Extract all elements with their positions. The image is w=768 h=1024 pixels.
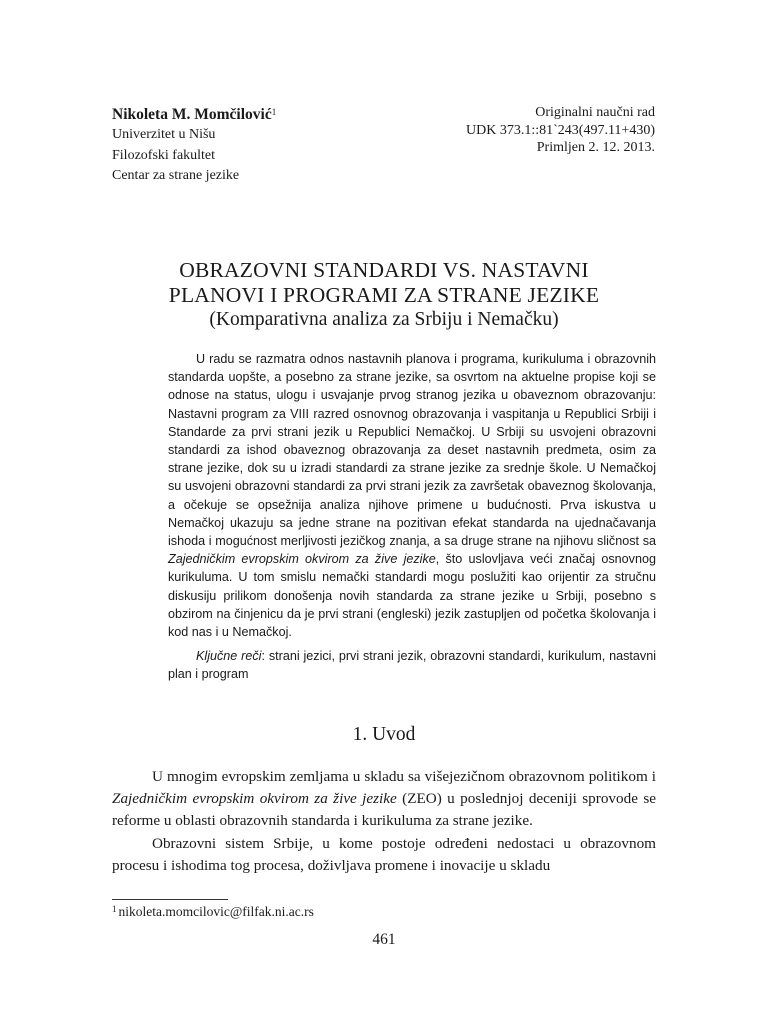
body-text — [112, 766, 656, 877]
footnote-mark: 1 — [112, 904, 117, 914]
footnote — [112, 903, 314, 920]
udk-code: UDK 373.1::81`243(497.11+430) — [466, 122, 655, 138]
abstract — [168, 350, 656, 684]
paragraph-2: Obrazovni sistem Srbije, u kome postoje određeni nedostaci u obrazovnom procesu i ishodima tog procesa, doživljava promene i inovacije u skladu — [112, 834, 656, 874]
footnote-divider — [112, 899, 228, 900]
abstract-italic-reference: Zajedničkim evropskim okvirom za žive jezike — [168, 552, 436, 567]
paragraph-1: U mnogim evropskim zemljama u skladu sa višejezičnom obrazovnom politikom i Zajedničkim evropskim okvirom za žive jezike (ZEO) u poslednjoj deceniji sprovode se reforme u oblasti obrazovnih standarda i kurikuluma za strane jezike. — [112, 768, 656, 830]
title-line-2: PLANOVI I PROGRAMI ZA STRANE JEZIKE — [168, 283, 600, 307]
keywords-list: : strani jezici, prvi strani jezik, obrazovni standardi, kurikulum, nastavni plan i program — [168, 649, 656, 682]
article-meta — [395, 104, 655, 157]
article-type: Originalni naučni rad — [535, 105, 655, 120]
article-title — [112, 258, 656, 332]
page-number: 461 — [372, 931, 396, 948]
affiliation-university: Univerzitet u Nišu — [112, 127, 216, 142]
received-date: Primljen 2. 12. 2013. — [536, 140, 655, 155]
author-block — [112, 104, 412, 187]
affiliation-faculty: Filozofski fakultet — [112, 147, 216, 163]
abstract-text: U radu se razmatra odnos nastavnih planova i programa, kurikuluma i obrazovnih standarda uopšte, a posebno za strane jezike, sa osvrtom na aktuelne propise koji se odnose na status, ulogu i usvajanje prvog stranog jezika u obaveznom obrazovanju: Nastavni program za VIII razred osnovnog obrazovanja i vaspitanja u Republici Srbiji i Standarde za prvi strani jezik u Republici Nemačkoj. U Srbiji su usvojeni obrazovni standardi za ishod obaveznog obrazovanja za deset nastavnih predmeta, osim za strane jezike, dok su u izradi standardi za strane jezike za srednje škole. U Nemačkoj su usvojeni obrazovni standardi za prvi strani jezik za završetak obaveznog školovanja, a očekuje se opsežnija analiza njihove primene u budućnosti. Prva iskustva u Nemačkoj ukazuju sa jedne strane na pozitivan efekat standarda na ujednačavanja ishoda i mogućnost merljivosti jezičkog znanja, a sa druge strane na njihovu sličnost sa Zajedničkim evropskim okvirom za žive jezike, što uslovljava veći značaj osnovnog kurikuluma. U tom smislu nemački standardi mogu poslužiti kao orijentir za stručnu diskusiju prilikom donošenja novih standarda za strane jezike u Srbiji, posebno s obzirom na činjenicu da je prvi strani (engleski) jezik zastupljen od početka školovanja i kod nas i u Nemačkoj. — [168, 352, 656, 640]
keywords — [168, 647, 656, 683]
paragraph-italic-reference: Zajedničkim evropskim okvirom za žive jezike — [112, 790, 397, 808]
keywords-label: Ključne reči — [196, 649, 262, 664]
author-name: Nikoleta M. Momčilović$^1$ — [112, 106, 277, 123]
affiliation-center: Centar za strane jezike — [112, 168, 240, 183]
title-line-1: OBRAZOVNI STANDARDI VS. NASTAVNI — [179, 258, 589, 282]
section-heading: 1. Uvod — [352, 724, 416, 745]
article-subtitle: (Komparativna analiza za Srbiju i Nemačku) — [209, 309, 559, 330]
footnote-email[interactable]: nikoleta.momcilovic@filfak.ni.ac.rs — [118, 904, 314, 919]
author-footnote-mark: 1 — [271, 107, 277, 117]
